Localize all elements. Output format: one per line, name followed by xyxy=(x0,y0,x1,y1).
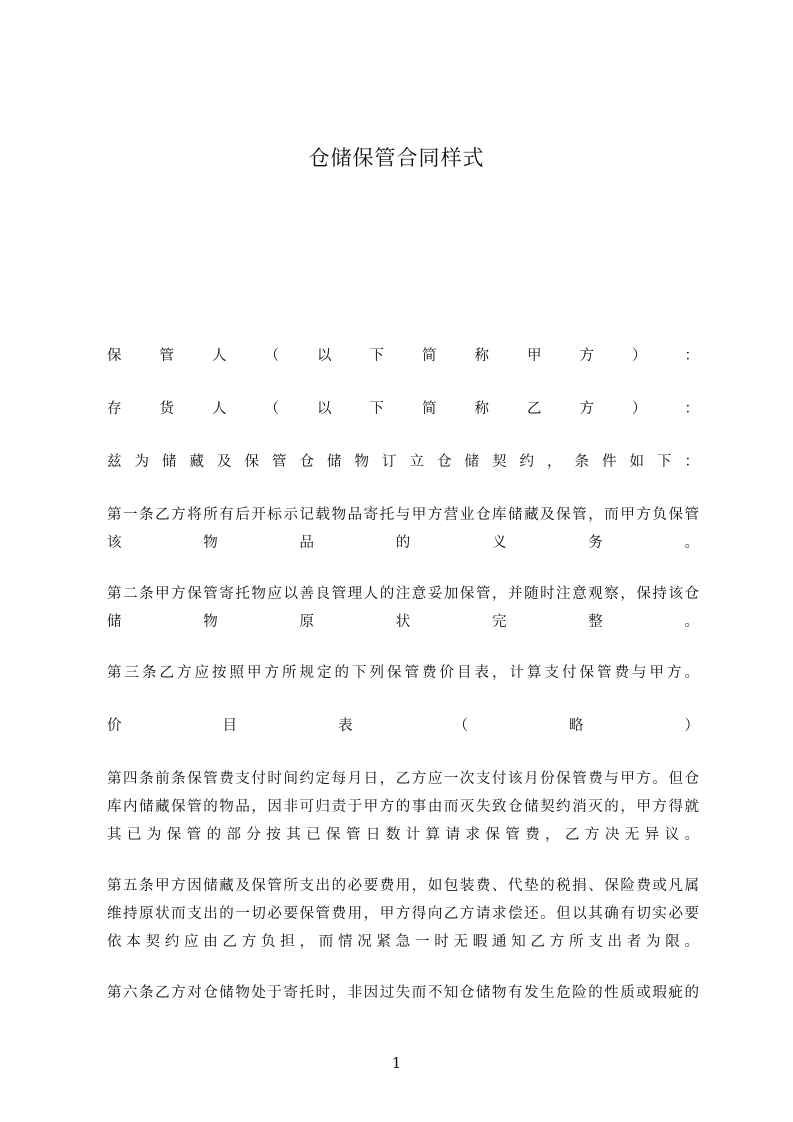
paragraph xyxy=(107,872,699,956)
paragraph-line: 依本契约应由乙方负担，而情况紧急一时无暇通知乙方所支出者为限。 xyxy=(107,934,699,950)
paragraph-line: 价 目 表 （ 略 ） xyxy=(107,718,699,734)
paragraph xyxy=(107,448,699,476)
paragraph-line: 该 物 品 的 义 务 。 xyxy=(107,535,699,551)
paragraph xyxy=(107,712,699,740)
paragraph xyxy=(107,659,699,687)
paragraph-line: 其已为保管的部分按其已保管日数计算请求保管费，乙方决无异议。 xyxy=(107,827,699,843)
paragraph-line: 第六条乙方对仓储物处于寄托时，非因过失而不知仓储物有发生危险的性质或瑕疵的 xyxy=(107,985,699,1001)
paragraph xyxy=(107,501,699,557)
paragraph-line: 保 管 人 （ 以 下 简 称 甲 方 ） ： xyxy=(107,348,699,364)
paragraph xyxy=(107,765,699,849)
paragraph-line: 兹 为 储 藏 及 保 管 仓 储 物 订 立 仓 储 契 约 ， 条 件 如 下 ： xyxy=(107,454,699,470)
document-title: 仓储保管合同样式 xyxy=(308,146,485,170)
paragraph-line: 第三条乙方应按照甲方所规定的下列保管费价目表，计算支付保管费与甲方。 xyxy=(107,665,699,681)
paragraph xyxy=(107,580,699,636)
paragraph-line: 第一条乙方将所有后开标示记载物品寄托与甲方营业仓库储藏及保管，而甲方负保管 xyxy=(107,507,699,523)
paragraph-line: 第五条甲方因储藏及保管所支出的必要费用，如包装费、代垫的税捐、保险费或凡属 xyxy=(107,878,699,894)
paragraph xyxy=(107,342,699,370)
paragraph-line: 库内储藏保管的物品，因非可归责于甲方的事由而灭失致仓储契约消灭的，甲方得就 xyxy=(107,799,699,815)
paragraph-line: 储 物 原 状 完 整 。 xyxy=(107,614,699,630)
paragraph-line: 维持原状而支出的一切必要保管费用，甲方得向乙方请求偿还。但以其确有切实必要 xyxy=(107,906,699,922)
paragraph xyxy=(107,395,699,423)
paragraph xyxy=(107,979,699,1007)
paragraph-line: 第二条甲方保管寄托物应以善良管理人的注意妥加保管，并随时注意观察，保持该仓 xyxy=(107,586,699,602)
paragraph-line: 第四条前条保管费支付时间约定每月日，乙方应一次支付该月份保管费与甲方。但仓 xyxy=(107,771,699,787)
paragraph-line: 存 货 人 （ 以 下 简 称 乙 方 ） ： xyxy=(107,401,699,417)
page-number: 1 xyxy=(391,1054,402,1072)
